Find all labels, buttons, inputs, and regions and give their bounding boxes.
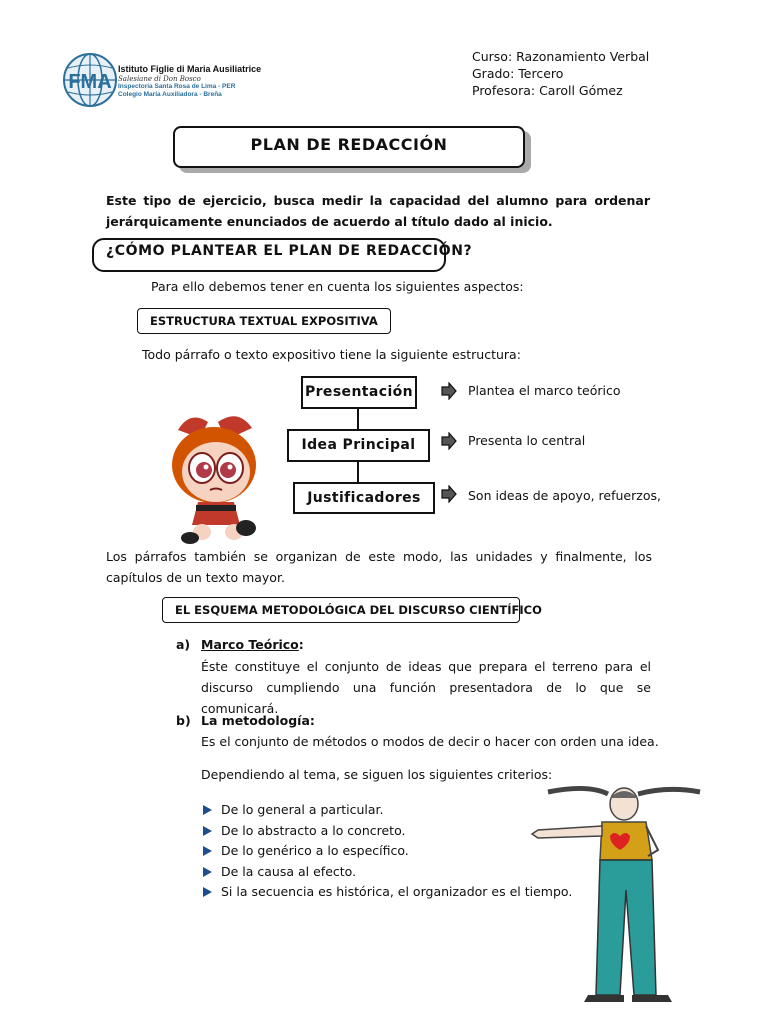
- intro-paragraph: Este tipo de ejercicio, busca medir la capacidad del alumno para ordenar jerárquicamente enunciados de acuerdo al título dado al inicio.: [106, 193, 650, 229]
- course-info: [472, 48, 649, 99]
- diagram-box-presentacion: Presentación: [301, 376, 417, 409]
- pointing-girl-illustration: [528, 780, 708, 1010]
- item-a-colon: :: [298, 637, 304, 652]
- list-item: [203, 841, 572, 862]
- item-a-heading: [201, 636, 304, 654]
- svg-text:FMA: FMA: [68, 71, 112, 93]
- section-intro: Para ello debemos tener en cuenta los siguientes aspectos:: [151, 279, 524, 294]
- diagram-box-justificadores: Justificadores: [293, 482, 435, 514]
- triangle-bullet-icon: [203, 867, 212, 877]
- section-heading: ¿CÓMO PLANTEAR EL PLAN DE REDACCIÓN?: [106, 243, 473, 259]
- diagram-desc-3: Son ideas de apoyo, refuerzos,: [468, 488, 661, 503]
- scheme-tag: EL ESQUEMA METODOLÓGICA DEL DISCURSO CIENTÍFICO: [162, 597, 520, 623]
- item-b-heading: La metodología:: [201, 713, 315, 728]
- criteria-text: De lo abstracto a lo concreto.: [221, 822, 406, 838]
- triangle-bullet-icon: [203, 887, 212, 897]
- list-item: [203, 821, 572, 842]
- organization-paragraph: Los párrafos también se organizan de este modo, las unidades y finalmente, los capítulos de un texto mayor.: [106, 549, 652, 585]
- list-item: [203, 800, 572, 821]
- diagram-desc-2: Presenta lo central: [468, 433, 586, 448]
- triangle-bullet-icon: [203, 826, 212, 836]
- course-label: Curso: Razonamiento Verbal: [472, 49, 650, 64]
- structure-intro: Todo párrafo o texto expositivo tiene la siguiente estructura:: [142, 347, 521, 362]
- diagram-box-idea-principal: Idea Principal: [287, 429, 430, 462]
- criteria-text: De lo general a particular.: [221, 802, 384, 818]
- criteria-list: [203, 800, 572, 903]
- item-a-label: a): [176, 637, 191, 652]
- globe-logo-icon: [62, 50, 118, 110]
- arrow-right-icon: [441, 485, 457, 503]
- list-item: [203, 882, 572, 903]
- page-title: PLAN DE REDACCIÓN: [173, 126, 525, 168]
- item-a-heading-text: Marco Teórico: [201, 637, 299, 652]
- logo-text: [118, 64, 262, 99]
- arrow-right-icon: [441, 432, 457, 450]
- item-a-text: Éste constituye el conjunto de ideas que prepara el terreno para el discurso cumpliendo una función presentadora de lo que se comunicará.: [201, 659, 651, 716]
- logo-name: Istituto Figlie di Maria Ausiliatrice: [118, 64, 262, 74]
- structure-tag: ESTRUCTURA TEXTUAL EXPOSITIVA: [137, 308, 391, 334]
- logo-line-1: Inspectoría Santa Rosa de Lima - PER: [118, 83, 236, 90]
- logo-line-2: Colegio María Auxiliadora - Breña: [118, 91, 222, 98]
- criteria-text: De lo genérico a lo específico.: [221, 843, 409, 859]
- criteria-text: Si la secuencia es histórica, el organizador es el tiempo.: [221, 884, 573, 900]
- arrow-right-icon: [441, 382, 457, 400]
- triangle-bullet-icon: [203, 805, 212, 815]
- item-b-text: Es el conjunto de métodos o modos de decir o hacer con orden una idea.: [201, 734, 659, 749]
- triangle-bullet-icon: [203, 846, 212, 856]
- diagram-desc-1: Plantea el marco teórico: [468, 383, 621, 398]
- grade-label: Grado: Tercero: [472, 66, 564, 81]
- criteria-text: De la causa al efecto.: [221, 863, 357, 879]
- list-item: [203, 862, 572, 883]
- criteria-intro: Dependiendo al tema, se siguen los siguientes criterios:: [201, 767, 553, 782]
- logo-subtitle: Salesiane di Don Bosco: [118, 75, 201, 83]
- cartoon-girl-illustration: [160, 410, 270, 545]
- teacher-label: Profesora: Caroll Gómez: [472, 83, 623, 98]
- item-b-label: b): [176, 713, 191, 728]
